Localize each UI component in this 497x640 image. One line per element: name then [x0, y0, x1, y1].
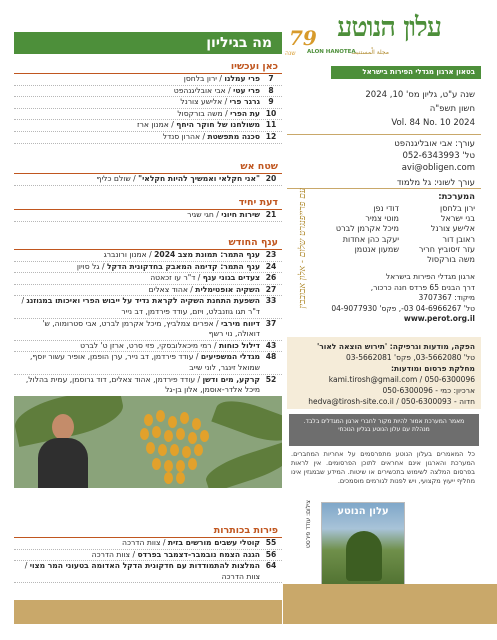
page-number: 33	[265, 296, 277, 306]
article-author: / ירון בלחסן	[183, 74, 222, 83]
article-title: קרקע, מים ודשן	[202, 374, 260, 384]
toc-row[interactable]	[14, 97, 282, 109]
anniversary-word: שנה	[285, 50, 296, 57]
issue-volume-english: Vol. 84 No. 10 2024	[391, 118, 475, 128]
ads-archive: ארכיון: כמי - 050-6300096	[382, 386, 475, 395]
article-title: שירות חיוני	[221, 210, 260, 219]
article-title: הגנה הצמח נובמבר-דצמבר בפרדס	[137, 549, 260, 559]
production-credit: הפקה, מודעות וגרפיקה: 'תירוש הוצאה לאור'	[316, 342, 475, 351]
article-author: / צוות הדרכה	[122, 538, 166, 547]
date-fruit	[164, 430, 173, 442]
toc-row[interactable]	[14, 375, 282, 397]
page-number: 7	[268, 74, 274, 83]
article-author: / צוות הדרכה	[24, 561, 260, 581]
toc-row[interactable]	[14, 296, 282, 318]
date-fruit	[144, 414, 153, 426]
page-number: 24	[265, 261, 277, 271]
toc-row[interactable]	[14, 174, 282, 186]
article-author: / אהוד צאלים	[148, 284, 193, 294]
footer-band-left	[14, 600, 282, 624]
section-title: שטח אש	[14, 160, 282, 174]
magazine-title: עלון הנוטע	[337, 12, 441, 43]
farmer-body	[38, 438, 88, 488]
divider	[287, 134, 481, 135]
article-title: מגדלי המשפיעים	[200, 352, 260, 362]
page-number: 56	[265, 549, 277, 559]
date-fruit	[164, 472, 173, 484]
date-fruit	[192, 418, 201, 430]
issue-info	[287, 88, 481, 130]
article-title: פרי עטי	[233, 85, 260, 95]
ads-email[interactable]: kami.tirosh@gmail.com / 050-6300096	[328, 375, 475, 384]
article-author: / עודד פירדמן, דב נייר, ערן הופמן, אופיר עשור יוסף, שמואל זינגר, לוני שייב	[30, 352, 260, 372]
date-fruit	[158, 444, 167, 456]
article-title: פרי עמלנו	[224, 74, 260, 83]
toc-row[interactable]	[14, 210, 282, 222]
toc-row[interactable]	[14, 120, 282, 132]
page-number: 12	[265, 131, 277, 141]
page-number: 43	[265, 340, 277, 350]
footer-band-right	[283, 584, 497, 624]
editor-email[interactable]: avi@obligen.com	[401, 163, 475, 173]
article-author: / צוות הדרכה	[91, 549, 136, 559]
date-fruit	[188, 432, 197, 444]
article-title: השקיה אופטימלית	[195, 284, 260, 294]
date-fruit	[168, 416, 177, 428]
org-zip: מיקוד: 3707367	[418, 293, 475, 302]
article-author: / אפרים צמלביץ, מיכל אקרמן לברט, אבי סטרומוה, ש' דואולה, נוי רשף	[42, 318, 260, 339]
slogan-text: עם פרייפנגרט שלום - אלון אבובבין	[298, 188, 308, 309]
section-title: פירות בכותרות	[14, 524, 282, 538]
article-author: / אהרון סנדל	[162, 131, 206, 141]
date-fruit	[140, 428, 149, 440]
toc-row[interactable]	[14, 132, 282, 144]
board-member: מיכל אקרמן לברט	[335, 224, 399, 234]
toc-row[interactable]	[14, 273, 282, 285]
page-number: 23	[265, 250, 277, 259]
date-fruit	[182, 446, 191, 458]
article-title: דיווח מירבי	[221, 318, 260, 328]
article-author: / גל סויון	[76, 261, 105, 271]
org-phone: טל' 04-6966267 03-, פקס' 04-9077930	[331, 303, 475, 313]
toc-section	[14, 524, 282, 583]
date-cluster	[134, 404, 214, 484]
date-fruit	[170, 444, 179, 456]
section-title: כאן ועכשיו	[14, 60, 282, 74]
divider	[287, 188, 481, 189]
toc-header: מה בגיליון	[14, 32, 282, 54]
article-author: / אמנון ורונברג	[103, 250, 152, 259]
farmer-head	[52, 414, 74, 440]
article-title: דילול כוחות	[218, 340, 260, 350]
toc-row[interactable]	[14, 262, 282, 274]
org-name: ארגון מגדלי הפירות בישראל	[385, 272, 475, 281]
magazine-subtitle-arabic: مجلة الْمستنبت	[351, 49, 389, 56]
editorial-board-list	[323, 204, 475, 265]
date-fruit	[152, 458, 161, 470]
toc-row[interactable]	[14, 250, 282, 262]
issue-volume-hebrew: שנה ע"ט, גליון מס' 10, 2024	[365, 90, 475, 100]
production-ads-box	[287, 337, 481, 409]
page-number: 55	[265, 538, 277, 547]
toc-section	[14, 236, 282, 397]
article-author: / ד"ר עו זכאטה	[150, 273, 201, 283]
production-phone: טל' 03-5662080, פקס' 03-5662081	[346, 353, 475, 362]
dates-photo	[14, 396, 282, 488]
date-fruit	[188, 458, 197, 470]
article-title: "אני חקלאי ואמשיך להיות חקלאי"	[138, 174, 260, 183]
toc-row[interactable]	[14, 86, 282, 98]
board-member: בני ישראל	[440, 214, 475, 224]
article-title: צעדים בגוני ענף	[202, 273, 260, 283]
editor-name: עורך: אבי אובליגנהפט	[394, 139, 475, 149]
date-fruit	[176, 460, 185, 472]
editor-info	[287, 138, 481, 189]
board-member: עזר זיסוביץ חריר	[418, 244, 475, 254]
organization-info	[289, 272, 475, 325]
page-number: 9	[268, 97, 274, 107]
toc-row[interactable]	[14, 352, 282, 374]
date-fruit	[200, 430, 209, 442]
cover-caption-text: צילום: עודד פירסט	[305, 500, 312, 548]
org-address: דרך הבנים 65 פרדס חנה כרכור,	[370, 282, 475, 292]
masthead	[287, 10, 481, 64]
article-author: / אלישע צורנל	[180, 97, 228, 107]
article-title: משולחנו של חוקר היחף	[176, 120, 260, 130]
board-member: משה בורקסול	[427, 255, 475, 265]
article-author: / חגי שגיר	[187, 210, 219, 219]
board-member: ראובן דור	[442, 234, 475, 244]
article-author: / רמי מיכאלובסקי, פזי סרט, ארזן ט' לברט	[80, 340, 217, 350]
anniversary-number: 79	[289, 26, 317, 50]
toc-section	[14, 160, 282, 186]
language-editor: עורך לשוני: גל מלמוד	[396, 178, 475, 188]
article-title: גרגר פרי	[229, 97, 260, 107]
toc-row[interactable]	[14, 341, 282, 353]
tagline-bar: בטאון ארגון מגדלי הפירות בישראל	[331, 66, 481, 79]
date-fruit	[146, 442, 155, 454]
article-title: קוטלי עשבים מורשים בזית	[167, 538, 260, 547]
disclaimer-text: כל המאמרים בעלון הנוטע מתפרסמים על אחריות המחברים. המערכת והארגון אינם אחראים לתוכן הפרסומים. אין לראות בפרסום המלצה לשימוש בתכשירים או שיטות. המידע שבמגזין אינו מחליף ייעוץ מקצועי, ויש לפנות לגורמים מוסמכים.	[291, 450, 475, 485]
toc-row[interactable]	[14, 109, 282, 121]
palm-leaf	[211, 396, 282, 449]
toc-row[interactable]	[14, 561, 282, 583]
date-fruit	[152, 426, 161, 438]
page-number: 52	[265, 374, 277, 384]
page-number: 26	[265, 273, 277, 283]
toc-section	[14, 196, 282, 222]
magazine-subtitle-english: ALON HANOTEA	[307, 49, 356, 55]
page-number: 8	[268, 85, 274, 95]
editorial-board-title: המערכת:	[438, 192, 475, 202]
editor-phone: טל' 052-6343993	[402, 151, 475, 161]
page-number: 10	[265, 108, 277, 118]
issue-month: חשון תשפ"ה	[429, 104, 475, 114]
article-author: / אבי אובליגנהפט	[173, 85, 231, 95]
palm-leaf	[202, 441, 282, 488]
notice-box: מאמר המערכת אמור להיות מקור לחברי ארגון המגדלים בלבד. מנהלת עם עלון הנוטע בגליון הנוכחי	[289, 414, 479, 446]
ads-department-title: מחלקת פרסום ומודעות:	[390, 364, 475, 373]
page-number: 21	[265, 210, 277, 219]
date-fruit	[156, 410, 165, 422]
section-title: דעת יחיד	[14, 196, 282, 210]
olive-tree-image	[346, 531, 382, 581]
article-title: המלצות להתמודדות עם חדקונית הדקל האדומה בטעוני המר מצוי	[29, 561, 260, 571]
page-number: 11	[265, 120, 277, 130]
date-fruit	[176, 472, 185, 484]
board-member: דודי נפן	[373, 204, 399, 213]
board-member: שמעון אנטמן	[354, 244, 399, 254]
date-fruit	[180, 412, 189, 424]
toc-row[interactable]	[14, 319, 282, 341]
masthead-column	[287, 10, 481, 584]
date-fruit	[164, 460, 173, 472]
article-author: / אמנון ארז	[136, 120, 174, 130]
toc-row[interactable]	[14, 285, 282, 297]
date-fruit	[194, 444, 203, 456]
board-member: אלישע צורנל	[430, 224, 475, 234]
toc-row[interactable]	[14, 74, 282, 86]
section-title: ענף החודש	[14, 236, 282, 250]
article-title: ענף התמר: קדימה המאבק בחדקונית הדקל	[106, 261, 260, 271]
cover-title: עלון הנוטע	[337, 506, 389, 517]
page-number: 48	[265, 352, 277, 362]
cover-caption	[305, 500, 319, 590]
article-author: / ד"ר תגו גוזנבלט, ויזם, עודד פירדמן, דב נייר	[21, 296, 260, 316]
toc-section	[14, 60, 282, 144]
board-member: ירון בלחסן	[440, 204, 475, 213]
article-author: / משה בורקסול	[177, 108, 228, 118]
article-title: ענף התמר: תמונת מצב 2024	[154, 250, 260, 259]
article-author: / שולם כליף	[96, 174, 136, 183]
article-author: / עודד פירדמן, אהוד צאלים, דוד גרוסמן, עמית בהלול, מיכל אלדר-אוסמן, אלון בן-גל	[25, 374, 260, 395]
page-number: 37	[265, 318, 277, 328]
page-number: 20	[265, 174, 277, 183]
farmer-figure	[32, 414, 92, 488]
article-title: עת הפרי	[230, 108, 260, 118]
board-member: יעקב כהן אחדות	[342, 234, 399, 244]
board-member: מוטי צמיר	[365, 214, 399, 224]
date-fruit	[176, 428, 185, 440]
article-title: סכנה מתפשטת	[207, 131, 260, 141]
page-number: 64	[265, 561, 277, 571]
cover-thumbnail	[321, 502, 405, 590]
org-website[interactable]: www.perot.org.il	[403, 314, 475, 323]
page-number: 27	[265, 284, 277, 294]
toc-row[interactable]	[14, 538, 282, 550]
toc-row[interactable]	[14, 550, 282, 562]
ads-hedva[interactable]: hedva@tirosh-site.co.il / 050-6300093 - חדוה	[308, 397, 475, 406]
article-title: השפעת התחנת השקיה לקראת נדיד על ייבוש הפרי ואיכותו במגוזנג	[26, 296, 260, 306]
anniversary-logo	[285, 26, 323, 56]
